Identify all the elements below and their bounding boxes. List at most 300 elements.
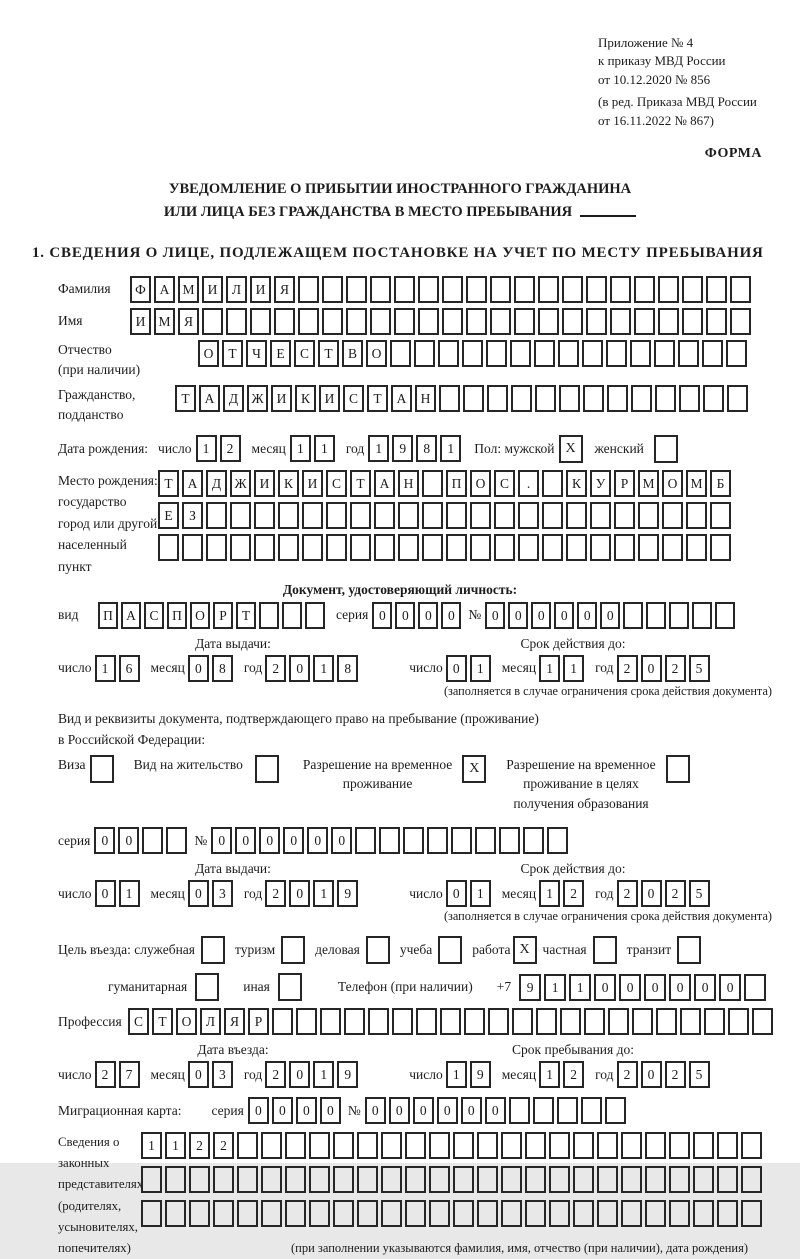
char-cell: Р: [614, 470, 635, 497]
purpose-business-checkbox: [366, 936, 390, 964]
char-cell: [726, 340, 747, 367]
char-cell: Т: [318, 340, 339, 367]
char-cell: 0: [694, 974, 716, 1001]
char-cell: [357, 1200, 378, 1227]
char-cell: [494, 534, 515, 561]
char-cell: [645, 1132, 666, 1159]
char-cell: С: [326, 470, 347, 497]
char-cell: [730, 308, 751, 335]
section1-heading: 1. СВЕДЕНИЯ О ЛИЦЕ, ПОДЛЕЖАЩЕМ ПОСТАНОВКЕ НА УЧЕТ ПО МЕСТУ ПРЕБЫВАНИЯ: [32, 244, 764, 261]
char-cell: Д: [223, 385, 244, 412]
doc-kind-label: вид: [58, 607, 79, 623]
char-cell: [141, 1200, 162, 1227]
row-profession: [58, 1008, 772, 1035]
char-cell: 0: [395, 602, 415, 629]
char-cell: 8: [212, 655, 233, 682]
permit-expiry-day-cells: [446, 880, 494, 907]
doc-series-cells: [372, 602, 464, 629]
char-cell: 2: [220, 435, 241, 462]
char-cell: И: [271, 385, 292, 412]
char-cell: [706, 276, 727, 303]
char-cell: 1: [368, 435, 389, 462]
year-label: год: [345, 440, 365, 456]
citizenship-cells: [175, 385, 751, 412]
char-cell: [501, 1132, 522, 1159]
char-cell: И: [130, 308, 151, 335]
char-cell: [237, 1166, 258, 1193]
char-cell: [638, 534, 659, 561]
temp-residence-label-line1: Разрешение на временное: [302, 756, 453, 772]
day-label: число: [158, 440, 192, 456]
char-cell: 1: [196, 435, 217, 462]
char-cell: С: [144, 602, 164, 629]
char-cell: О: [190, 602, 210, 629]
char-cell: [741, 1132, 762, 1159]
char-cell: 9: [337, 1061, 358, 1088]
char-cell: Ж: [247, 385, 268, 412]
char-cell: 0: [188, 655, 209, 682]
char-cell: Р: [213, 602, 233, 629]
char-cell: 0: [461, 1097, 482, 1124]
char-cell: [477, 1132, 498, 1159]
birth-place-cells-row3: [158, 534, 734, 561]
char-cell: 1: [95, 655, 116, 682]
appendix-block: [598, 34, 772, 130]
char-cell: 1: [313, 1061, 334, 1088]
char-cell: [662, 534, 683, 561]
char-cell: 9: [337, 880, 358, 907]
char-cell: [494, 502, 515, 529]
char-cell: [477, 1166, 498, 1193]
purpose-private-checkbox: [593, 936, 617, 964]
entry-month-cells: [188, 1061, 236, 1088]
char-cell: М: [178, 276, 199, 303]
char-cell: 8: [337, 655, 358, 682]
char-cell: О: [366, 340, 387, 367]
char-cell: [717, 1166, 738, 1193]
char-cell: [305, 602, 325, 629]
char-cell: К: [278, 470, 299, 497]
char-cell: [254, 502, 275, 529]
char-cell: [309, 1166, 330, 1193]
temp-residence-edu-checkbox: [666, 755, 690, 783]
char-cell: [326, 502, 347, 529]
row-permit-dates: [58, 880, 772, 907]
char-cell: [470, 534, 491, 561]
char-cell: [590, 502, 611, 529]
char-cell: [549, 1166, 570, 1193]
char-cell: [158, 534, 179, 561]
char-cell: Я: [178, 308, 199, 335]
stay-day-cells: [446, 1061, 494, 1088]
char-cell: 9: [392, 435, 413, 462]
char-cell: 0: [289, 1061, 310, 1088]
char-cell: [237, 1132, 258, 1159]
visa-label: Виза: [58, 756, 86, 772]
char-cell: Т: [152, 1008, 173, 1035]
row-patronymic: [58, 340, 772, 381]
char-cell: [678, 340, 699, 367]
char-cell: [189, 1200, 210, 1227]
birth-place-label-line1: Место рождения:: [58, 472, 158, 488]
char-cell: М: [154, 308, 175, 335]
char-cell: [261, 1166, 282, 1193]
phone-prefix: +7: [496, 979, 512, 995]
birth-place-cells-row1: [158, 470, 734, 497]
representatives-label: [58, 1132, 144, 1259]
row-citizenship: [58, 385, 772, 426]
char-cell: [206, 534, 227, 561]
year-label: год: [595, 885, 614, 901]
stay-until-header: Срок пребывания до:: [512, 1042, 634, 1058]
char-cell: 1: [141, 1132, 162, 1159]
permit-issue-month-cells: [188, 880, 236, 907]
sex-female-label: женский: [594, 440, 644, 456]
patronymic-label-line2: (при наличии): [58, 361, 141, 377]
char-cell: [296, 1008, 317, 1035]
char-cell: 2: [665, 655, 686, 682]
char-cell: [394, 308, 415, 335]
representatives-label-line2: законных: [58, 1156, 110, 1171]
birth-year-cells: [368, 435, 464, 462]
char-cell: [693, 1166, 714, 1193]
char-cell: [202, 308, 223, 335]
char-cell: 1: [165, 1132, 186, 1159]
year-label: год: [595, 1066, 614, 1082]
row-humanitarian-phone: [108, 973, 772, 1001]
char-cell: [442, 276, 463, 303]
char-cell: [398, 502, 419, 529]
char-cell: 0: [508, 602, 528, 629]
char-cell: [730, 276, 751, 303]
profession-cells: [128, 1008, 776, 1035]
char-cell: [542, 502, 563, 529]
char-cell: [259, 602, 279, 629]
char-cell: [414, 340, 435, 367]
purpose-label: Цель въезда: служебная: [58, 942, 195, 958]
char-cell: [166, 827, 187, 854]
char-cell: [614, 502, 635, 529]
char-cell: [416, 1008, 437, 1035]
doc-issue-date-group: [58, 655, 369, 682]
char-cell: 0: [320, 1097, 341, 1124]
char-cell: [405, 1166, 426, 1193]
char-cell: [536, 1008, 557, 1035]
char-cell: [610, 276, 631, 303]
char-cell: [608, 1008, 629, 1035]
char-cell: 6: [119, 655, 140, 682]
char-cell: [584, 1008, 605, 1035]
permit-number-cells: [211, 827, 571, 854]
char-cell: [272, 1008, 293, 1035]
char-cell: [422, 534, 443, 561]
temp-residence-checkbox: X: [462, 755, 486, 783]
row-representatives: [58, 1132, 772, 1259]
char-cell: [254, 534, 275, 561]
char-cell: И: [254, 470, 275, 497]
permit-issue-date-group: [58, 880, 369, 907]
temp-residence-edu-label: [506, 755, 655, 814]
day-label: число: [58, 1066, 92, 1082]
char-cell: [442, 308, 463, 335]
purpose-humanitarian-label: гуманитарная: [108, 979, 188, 995]
char-cell: [744, 974, 766, 1001]
permit-issue-day-cells: [95, 880, 143, 907]
month-label: месяц: [251, 440, 286, 456]
char-cell: [573, 1200, 594, 1227]
char-cell: Ф: [130, 276, 151, 303]
row-entry-dates: [58, 1061, 772, 1088]
char-cell: 0: [594, 974, 616, 1001]
char-cell: 0: [188, 880, 209, 907]
char-cell: [250, 308, 271, 335]
char-cell: 1: [470, 655, 491, 682]
char-cell: 0: [437, 1097, 458, 1124]
char-cell: [381, 1200, 402, 1227]
phone-label: Телефон (при наличии): [337, 979, 473, 995]
char-cell: [692, 602, 712, 629]
char-cell: О: [198, 340, 219, 367]
char-cell: [525, 1166, 546, 1193]
char-cell: [686, 534, 707, 561]
given-name-label: Имя: [58, 313, 83, 329]
char-cell: Т: [175, 385, 196, 412]
doc-kind-cells: [98, 602, 328, 629]
char-cell: [669, 1200, 690, 1227]
char-cell: [586, 308, 607, 335]
char-cell: 2: [563, 1061, 584, 1088]
doc-issue-year-cells: [265, 655, 361, 682]
appendix-line: к приказу МВД России: [598, 53, 726, 69]
char-cell: [655, 385, 676, 412]
char-cell: 0: [289, 655, 310, 682]
doc-expiry-day-cells: [446, 655, 494, 682]
char-cell: [309, 1132, 330, 1159]
doc-series-label: серия: [336, 607, 369, 623]
char-cell: [429, 1200, 450, 1227]
char-cell: [486, 340, 507, 367]
char-cell: 0: [296, 1097, 317, 1124]
doc-expiry-header: Срок действия до:: [520, 635, 626, 651]
char-cell: [680, 1008, 701, 1035]
char-cell: С: [128, 1008, 149, 1035]
char-cell: [662, 502, 683, 529]
char-cell: [703, 385, 724, 412]
row-migration-card: [58, 1097, 772, 1124]
permit-expiry-header: Срок действия до:: [520, 861, 626, 877]
char-cell: [535, 385, 556, 412]
char-cell: Р: [248, 1008, 269, 1035]
char-cell: В: [342, 340, 363, 367]
permit-expiry-date-group: [409, 880, 720, 907]
char-cell: 0: [331, 827, 352, 854]
char-cell: 0: [485, 602, 505, 629]
page-title-line2-text: ИЛИ ЛИЦА БЕЗ ГРАЖДАНСТВА В МЕСТО ПРЕБЫВАНИЯ: [163, 204, 573, 221]
char-cell: [357, 1166, 378, 1193]
char-cell: [490, 308, 511, 335]
char-cell: [547, 827, 568, 854]
char-cell: [566, 502, 587, 529]
char-cell: [645, 1200, 666, 1227]
char-cell: [278, 534, 299, 561]
migration-card-label: Миграционная карта:: [58, 1102, 182, 1118]
char-cell: Н: [415, 385, 436, 412]
char-cell: [610, 308, 631, 335]
char-cell: [350, 502, 371, 529]
char-cell: [679, 385, 700, 412]
char-cell: 0: [446, 880, 467, 907]
char-cell: [392, 1008, 413, 1035]
char-cell: Т: [236, 602, 256, 629]
char-cell: [542, 470, 563, 497]
day-label: число: [409, 660, 443, 676]
birth-place-label-line2: государство: [58, 494, 127, 510]
char-cell: А: [374, 470, 395, 497]
char-cell: [634, 308, 655, 335]
char-cell: [702, 340, 723, 367]
char-cell: [405, 1132, 426, 1159]
char-cell: Ж: [230, 470, 251, 497]
char-cell: 5: [689, 1061, 710, 1088]
char-cell: [418, 308, 439, 335]
char-cell: [704, 1008, 725, 1035]
char-cell: 0: [446, 655, 467, 682]
citizenship-label: [58, 385, 175, 426]
doc-number-cells: [485, 602, 738, 629]
char-cell: Т: [350, 470, 371, 497]
temp-residence-edu-label-line2: проживание в целях: [523, 776, 639, 792]
form-label: ФОРМА: [704, 146, 762, 162]
char-cell: Е: [158, 502, 179, 529]
doc-dates-header: [58, 636, 772, 652]
representatives-cells-row3: [141, 1200, 765, 1227]
char-cell: 1: [290, 435, 311, 462]
birth-month-cells: [290, 435, 338, 462]
representatives-label-line4: (родителях,: [58, 1198, 122, 1213]
char-cell: К: [295, 385, 316, 412]
char-cell: [586, 276, 607, 303]
day-label: число: [58, 885, 92, 901]
char-cell: 0: [235, 827, 256, 854]
entry-day-cells: [95, 1061, 143, 1088]
sex-male-checkbox: X: [559, 435, 583, 463]
char-cell: О: [662, 470, 683, 497]
char-cell: [656, 1008, 677, 1035]
representatives-cells-row1: [141, 1132, 765, 1159]
phone-cells: [519, 974, 769, 1001]
char-cell: 2: [189, 1132, 210, 1159]
char-cell: 5: [689, 655, 710, 682]
char-cell: [518, 534, 539, 561]
char-cell: [477, 1200, 498, 1227]
residence-permit-checkbox: [255, 755, 279, 783]
char-cell: [350, 534, 371, 561]
char-cell: Д: [206, 470, 227, 497]
stay-until-group: [409, 1061, 720, 1088]
char-cell: [374, 534, 395, 561]
char-cell: [141, 1166, 162, 1193]
char-cell: [597, 1166, 618, 1193]
char-cell: [446, 534, 467, 561]
char-cell: Н: [398, 470, 419, 497]
char-cell: [398, 534, 419, 561]
permit-issue-year-cells: [265, 880, 361, 907]
char-cell: [582, 340, 603, 367]
temp-residence-edu-label-line1: Разрешение на временное: [506, 756, 656, 772]
revision-line: (в ред. Приказа МВД России: [598, 94, 757, 110]
migration-number-cells: [365, 1097, 629, 1124]
representatives-label-line6: попечителях): [58, 1240, 131, 1255]
char-cell: [511, 385, 532, 412]
char-cell: 0: [283, 827, 304, 854]
permit-expiry-month-cells: [539, 880, 587, 907]
char-cell: [727, 385, 748, 412]
char-cell: П: [446, 470, 467, 497]
year-label: год: [243, 1066, 263, 1082]
char-cell: [453, 1132, 474, 1159]
char-cell: [658, 308, 679, 335]
char-cell: 3: [212, 1061, 233, 1088]
char-cell: И: [202, 276, 223, 303]
char-cell: [710, 534, 731, 561]
birth-place-label-line4: населенный пункт: [58, 537, 127, 575]
char-cell: [686, 502, 707, 529]
patronymic-cells: [198, 340, 750, 367]
char-cell: [669, 1166, 690, 1193]
purpose-tourism-checkbox: [281, 936, 305, 964]
char-cell: 2: [617, 655, 638, 682]
char-cell: [682, 308, 703, 335]
day-label: число: [58, 660, 92, 676]
char-cell: [182, 534, 203, 561]
char-cell: [381, 1132, 402, 1159]
entry-date-header: Дата въезда:: [197, 1042, 269, 1058]
doc-expiry-month-cells: [539, 655, 587, 682]
char-cell: [309, 1200, 330, 1227]
purpose-transit-label: транзит: [626, 942, 672, 958]
char-cell: [357, 1132, 378, 1159]
char-cell: [632, 1008, 653, 1035]
month-label: месяц: [501, 660, 537, 676]
char-cell: И: [250, 276, 271, 303]
row-surname: [58, 276, 772, 303]
char-cell: 0: [95, 880, 116, 907]
appendix-line: Приложение № 4: [598, 35, 694, 50]
char-cell: [518, 502, 539, 529]
char-cell: [394, 276, 415, 303]
char-cell: [379, 827, 400, 854]
char-cell: 0: [118, 827, 139, 854]
char-cell: [558, 340, 579, 367]
char-cell: [630, 340, 651, 367]
char-cell: .: [518, 470, 539, 497]
char-cell: [285, 1132, 306, 1159]
char-cell: [614, 534, 635, 561]
char-cell: 0: [259, 827, 280, 854]
citizenship-label-line2: подданство: [58, 407, 124, 423]
char-cell: А: [182, 470, 203, 497]
char-cell: [237, 1200, 258, 1227]
char-cell: [693, 1132, 714, 1159]
char-cell: [581, 1097, 602, 1124]
temp-residence-label: [303, 755, 452, 794]
right-doc-paragraph: [58, 709, 772, 751]
char-cell: [501, 1200, 522, 1227]
char-cell: М: [638, 470, 659, 497]
char-cell: [525, 1132, 546, 1159]
char-cell: [654, 340, 675, 367]
doc-expiry-year-cells: [617, 655, 713, 682]
